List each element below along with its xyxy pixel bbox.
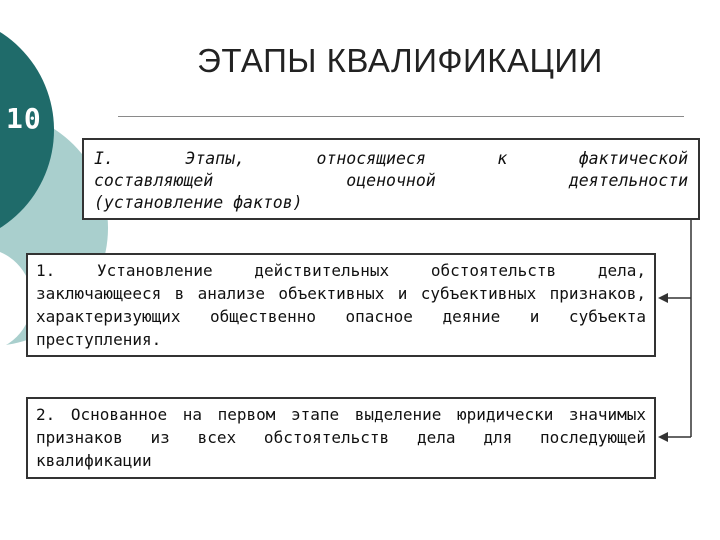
step-2-box: [26, 397, 656, 479]
stage-header-box: [82, 138, 700, 220]
slide-title: ЭТАПЫ КВАЛИФИКАЦИИ: [197, 42, 603, 79]
step-1-text: 1. Установление действительных обстоятельств дела, заключающееся в анализе объективных и субъективных признаков, характеризующих общественно опасное деяние и субъекта преступления.: [36, 261, 646, 349]
stage-header-line-1: I. Этапы, относящиеся к фактической: [94, 149, 688, 168]
step-2-text: 2. Основанное на первом этапе выделение юридически значимых признаков из всех обстоятельств дела для последующей квалификации: [36, 405, 646, 470]
step-1-box: [26, 253, 656, 357]
stage-header-line-3: (установление фактов): [94, 193, 303, 212]
slide-number: 10: [6, 102, 42, 135]
stage-header-line-2: составляющей оценочной деятельности: [94, 171, 688, 190]
title-divider: [118, 116, 684, 117]
